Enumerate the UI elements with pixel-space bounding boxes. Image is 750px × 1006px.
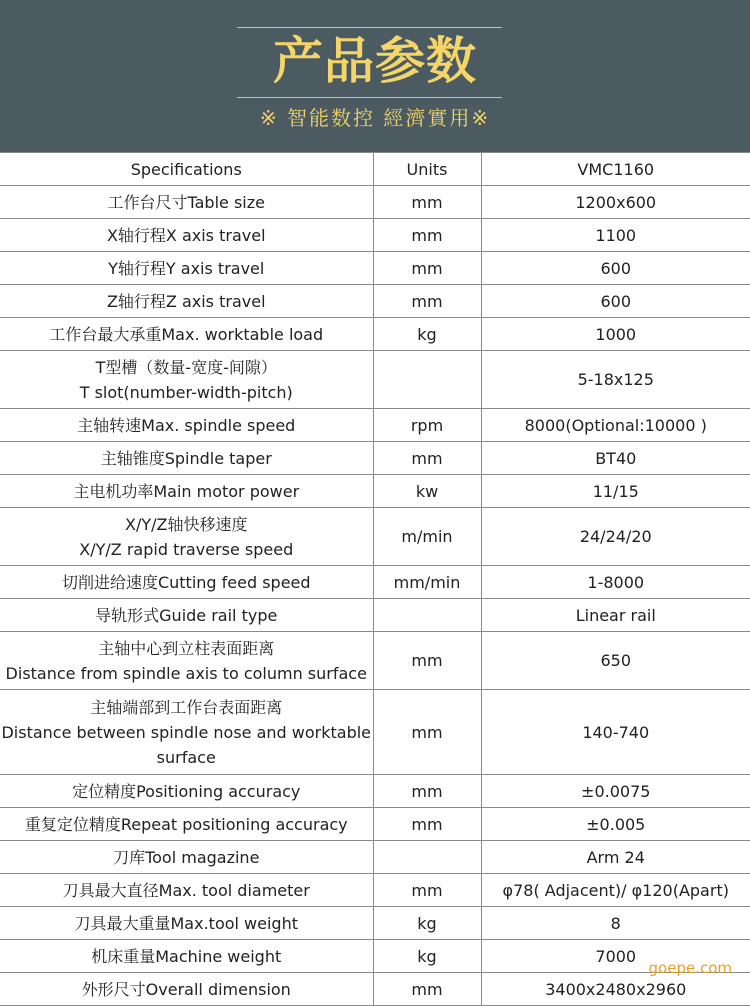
spec-unit: mm <box>373 808 481 841</box>
spec-name: Distance from spindle axis to column surface <box>5 663 367 683</box>
spec-unit: mm <box>373 252 481 285</box>
spec-name: 主轴锥度Spindle taper <box>100 448 272 468</box>
spec-name-cell <box>0 566 373 599</box>
spec-unit: mm <box>373 442 481 475</box>
spec-name-cell <box>0 409 373 442</box>
spec-name: 主轴转速Max. spindle speed <box>77 415 296 435</box>
table-header-row <box>0 153 750 186</box>
spec-unit <box>373 841 481 874</box>
spec-name: 刀具最大重量Max.tool weight <box>74 913 298 933</box>
table-row <box>0 318 750 351</box>
spec-value: ±0.005 <box>481 808 750 841</box>
spec-unit: m/min <box>373 508 481 566</box>
spec-value: 8000(Optional:10000 ) <box>481 409 750 442</box>
spec-name: 刀库Tool magazine <box>113 847 260 867</box>
spec-unit: mm <box>373 186 481 219</box>
spec-name-cell <box>0 252 373 285</box>
spec-unit <box>373 599 481 632</box>
spec-unit: mm <box>373 285 481 318</box>
spec-name: T slot(number-width-pitch) <box>79 382 293 402</box>
spec-name-cell <box>0 351 373 409</box>
table-row <box>0 973 750 1006</box>
spec-name-cell <box>0 841 373 874</box>
table-row <box>0 808 750 841</box>
spec-name: 主轴中心到立柱表面距离 <box>98 638 275 658</box>
spec-name: X轴行程X axis travel <box>106 225 266 245</box>
spec-unit: mm <box>373 690 481 775</box>
spec-value: 600 <box>481 285 750 318</box>
spec-value: 5-18x125 <box>481 351 750 409</box>
spec-name: 主轴端部到工作台表面距离 <box>90 697 283 717</box>
spec-name-cell <box>0 808 373 841</box>
table-row <box>0 566 750 599</box>
spec-name: T型槽（数量-宽度-间隙） <box>95 357 277 377</box>
spec-value: 1100 <box>481 219 750 252</box>
spec-name: X/Y/Z rapid traverse speed <box>79 539 294 559</box>
page-title: 产品参数 <box>273 32 477 90</box>
spec-name-cell <box>0 775 373 808</box>
spec-unit: kg <box>373 940 481 973</box>
spec-name-cell <box>0 475 373 508</box>
spec-name-cell <box>0 285 373 318</box>
table-row <box>0 599 750 632</box>
table-row <box>0 442 750 475</box>
column-header-units: Units <box>373 153 481 186</box>
column-header-specifications: Specifications <box>0 153 373 186</box>
watermark: goepe.com <box>648 959 732 977</box>
spec-name: 工作台最大承重Max. worktable load <box>49 324 324 344</box>
spec-name: Distance between spindle nose and worktable <box>1 722 372 742</box>
table-row <box>0 841 750 874</box>
spec-name-cell <box>0 940 373 973</box>
spec-unit: mm/min <box>373 566 481 599</box>
spec-name-cell <box>0 318 373 351</box>
spec-value: 600 <box>481 252 750 285</box>
spec-unit: mm <box>373 632 481 690</box>
bottom-divider <box>237 97 502 98</box>
header-banner <box>0 0 750 152</box>
spec-name-cell <box>0 632 373 690</box>
spec-value: Linear rail <box>481 599 750 632</box>
spec-value: 650 <box>481 632 750 690</box>
specifications-table <box>0 152 750 1006</box>
spec-value: Arm 24 <box>481 841 750 874</box>
spec-value: 1200x600 <box>481 186 750 219</box>
spec-unit: mm <box>373 874 481 907</box>
spec-value: 7000 <box>481 940 750 973</box>
spec-name-cell <box>0 599 373 632</box>
table-row <box>0 285 750 318</box>
spec-unit: mm <box>373 973 481 1006</box>
spec-value: ±0.0075 <box>481 775 750 808</box>
spec-name-cell <box>0 973 373 1006</box>
spec-value: 1-8000 <box>481 566 750 599</box>
spec-name-cell <box>0 219 373 252</box>
spec-name-cell <box>0 907 373 940</box>
table-row <box>0 252 750 285</box>
spec-name-cell <box>0 508 373 566</box>
table-row <box>0 186 750 219</box>
spec-name: X/Y/Z轴快移速度 <box>125 514 248 534</box>
spec-name: 切削进给速度Cutting feed speed <box>61 572 311 592</box>
spec-name: Y轴行程Y axis travel <box>108 258 265 278</box>
spec-name: 刀具最大直径Max. tool diameter <box>62 880 310 900</box>
spec-unit: kw <box>373 475 481 508</box>
table-row <box>0 351 750 409</box>
spec-name: surface <box>156 747 216 767</box>
spec-name: Z轴行程Z axis travel <box>106 291 266 311</box>
spec-unit: rpm <box>373 409 481 442</box>
spec-value: 11/15 <box>481 475 750 508</box>
table-row <box>0 508 750 566</box>
spec-value: BT40 <box>481 442 750 475</box>
spec-unit: kg <box>373 907 481 940</box>
spec-name: 机床重量Machine weight <box>91 946 282 966</box>
column-header-model: VMC1160 <box>481 153 750 186</box>
table-row <box>0 874 750 907</box>
spec-value: φ78( Adjacent)/ φ120(Apart) <box>481 874 750 907</box>
spec-name: 工作台尺寸Table size <box>107 192 265 212</box>
spec-name-cell <box>0 186 373 219</box>
spec-value: 1000 <box>481 318 750 351</box>
top-divider <box>237 27 502 28</box>
spec-name: 定位精度Positioning accuracy <box>72 781 301 801</box>
page-subtitle: ※ 智能数控 經濟實用※ <box>259 106 491 130</box>
table-row <box>0 690 750 775</box>
spec-name: 导轨形式Guide rail type <box>95 605 278 625</box>
spec-unit <box>373 351 481 409</box>
table-row <box>0 409 750 442</box>
spec-name: 主电机功率Main motor power <box>73 481 300 501</box>
table-row <box>0 219 750 252</box>
table-row <box>0 907 750 940</box>
spec-name: 外形尺寸Overall dimension <box>81 979 291 999</box>
spec-unit: kg <box>373 318 481 351</box>
table-row <box>0 940 750 973</box>
spec-value: 24/24/20 <box>481 508 750 566</box>
spec-value: 8 <box>481 907 750 940</box>
spec-name: 重复定位精度Repeat positioning accuracy <box>24 814 348 834</box>
spec-name-cell <box>0 442 373 475</box>
table-row <box>0 775 750 808</box>
spec-name-cell <box>0 874 373 907</box>
spec-value: 3400x2480x2960 <box>481 973 750 1006</box>
spec-value: 140-740 <box>481 690 750 775</box>
spec-name-cell <box>0 690 373 775</box>
table-row <box>0 632 750 690</box>
table-row <box>0 475 750 508</box>
table-body <box>0 186 750 1006</box>
spec-unit: mm <box>373 219 481 252</box>
spec-unit: mm <box>373 775 481 808</box>
